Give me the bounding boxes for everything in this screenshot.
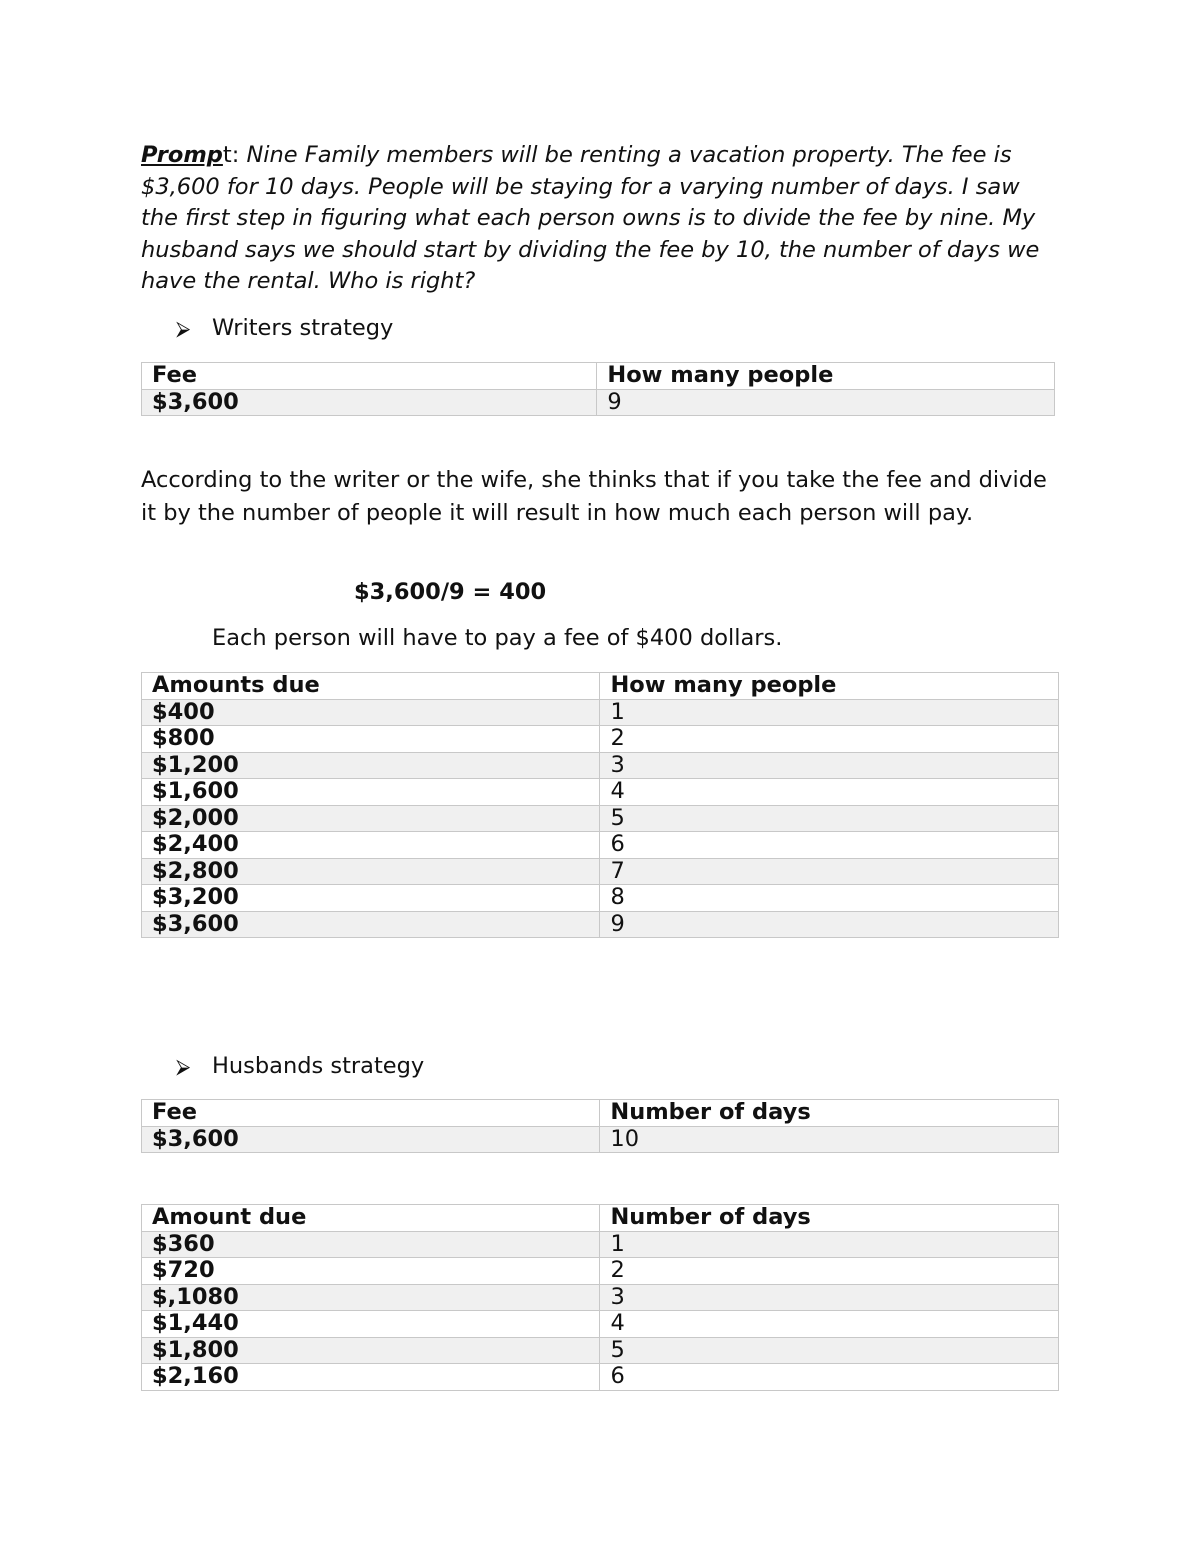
table-header-cell: Amount due xyxy=(142,1205,600,1232)
table-cell: $2,800 xyxy=(142,858,600,885)
table-row xyxy=(142,858,1059,885)
prompt-label: Promp xyxy=(141,142,223,168)
husband-amounts-table xyxy=(141,1204,1059,1391)
table-cell: $2,160 xyxy=(142,1364,600,1391)
table-row xyxy=(142,1126,1059,1153)
table-header-cell: Fee xyxy=(142,363,597,390)
table-cell: $2,000 xyxy=(142,805,600,832)
table-cell: $360 xyxy=(142,1231,600,1258)
table-cell: $3,200 xyxy=(142,885,600,912)
table-row xyxy=(142,1337,1059,1364)
table-row xyxy=(142,1258,1059,1285)
table-header-row xyxy=(142,673,1059,700)
table-row xyxy=(142,779,1059,806)
husband-fee-table xyxy=(141,1099,1059,1153)
table-row xyxy=(142,885,1059,912)
table-cell: $3,600 xyxy=(142,389,597,416)
husbands-strategy-label: Husbands strategy xyxy=(212,1053,425,1079)
table-cell: $720 xyxy=(142,1258,600,1285)
table-cell: $400 xyxy=(142,699,600,726)
table-row xyxy=(142,1364,1059,1391)
table-cell: 9 xyxy=(597,389,1055,416)
arrow-bullet-icon: ⮚ xyxy=(176,316,191,340)
table-cell: $1,600 xyxy=(142,779,600,806)
table-header-row xyxy=(142,363,1055,390)
table-row xyxy=(142,752,1059,779)
table-cell: $2,400 xyxy=(142,832,600,859)
prompt-colon: : xyxy=(231,142,247,168)
table-cell: 8 xyxy=(600,885,1059,912)
table-cell: 2 xyxy=(600,726,1059,753)
prompt-text: Nine Family members will be renting a vacation property. The fee is $3,600 for 10 days. People will be staying for a varying number of days. I saw the first step in figuring what each person owns is to divide the fee by nine. My husband says we should start by dividing the fee by 10, the number of days we have the rental. Who is right? xyxy=(141,142,1040,294)
table-row xyxy=(142,805,1059,832)
table-cell: 6 xyxy=(600,832,1059,859)
table-row xyxy=(142,1311,1059,1338)
writer-amounts-table xyxy=(141,672,1059,938)
table-header-cell: Amounts due xyxy=(142,673,600,700)
table-cell: $800 xyxy=(142,726,600,753)
writer-equation: $3,600/9 = 400 xyxy=(354,579,547,605)
writer-fee-table xyxy=(141,362,1055,416)
table-row xyxy=(142,726,1059,753)
table-header-cell: Fee xyxy=(142,1100,600,1127)
table-cell: 5 xyxy=(600,1337,1059,1364)
table-cell: $3,600 xyxy=(142,1126,600,1153)
table-header-cell: How many people xyxy=(597,363,1055,390)
table-cell: $1,440 xyxy=(142,1311,600,1338)
table-cell: 4 xyxy=(600,779,1059,806)
writer-explanation: According to the writer or the wife, she thinks that if you take the fee and divide it by the number of people it will result in how much each person will pay. xyxy=(141,467,1047,526)
husbands-strategy-bullet xyxy=(176,1051,424,1081)
table-row xyxy=(142,832,1059,859)
writers-strategy-label: Writers strategy xyxy=(212,315,394,341)
table-cell: $1,800 xyxy=(142,1337,600,1364)
table-header-row xyxy=(142,1205,1059,1232)
table-cell: 6 xyxy=(600,1364,1059,1391)
table-cell: $3,600 xyxy=(142,911,600,938)
table-row xyxy=(142,699,1059,726)
prompt-label-rest: t xyxy=(222,142,232,168)
table-row xyxy=(142,1231,1059,1258)
prompt-paragraph xyxy=(141,140,1061,298)
table-cell: 1 xyxy=(600,699,1059,726)
table-row xyxy=(142,911,1059,938)
table-cell: 4 xyxy=(600,1311,1059,1338)
writers-strategy-bullet xyxy=(176,313,393,343)
table-cell: 7 xyxy=(600,858,1059,885)
table-header-row xyxy=(142,1100,1059,1127)
table-cell: 9 xyxy=(600,911,1059,938)
table-cell: 3 xyxy=(600,752,1059,779)
table-header-cell: How many people xyxy=(600,673,1059,700)
table-row xyxy=(142,389,1055,416)
table-cell: 1 xyxy=(600,1231,1059,1258)
table-cell: 10 xyxy=(600,1126,1059,1153)
table-header-cell: Number of days xyxy=(600,1205,1059,1232)
table-row xyxy=(142,1284,1059,1311)
table-header-cell: Number of days xyxy=(600,1100,1059,1127)
arrow-bullet-icon: ⮚ xyxy=(176,1054,191,1078)
table-cell: 2 xyxy=(600,1258,1059,1285)
table-cell: 3 xyxy=(600,1284,1059,1311)
table-cell: $,1080 xyxy=(142,1284,600,1311)
table-cell: $1,200 xyxy=(142,752,600,779)
table-cell: 5 xyxy=(600,805,1059,832)
writer-result: Each person will have to pay a fee of $400 dollars. xyxy=(212,625,783,651)
